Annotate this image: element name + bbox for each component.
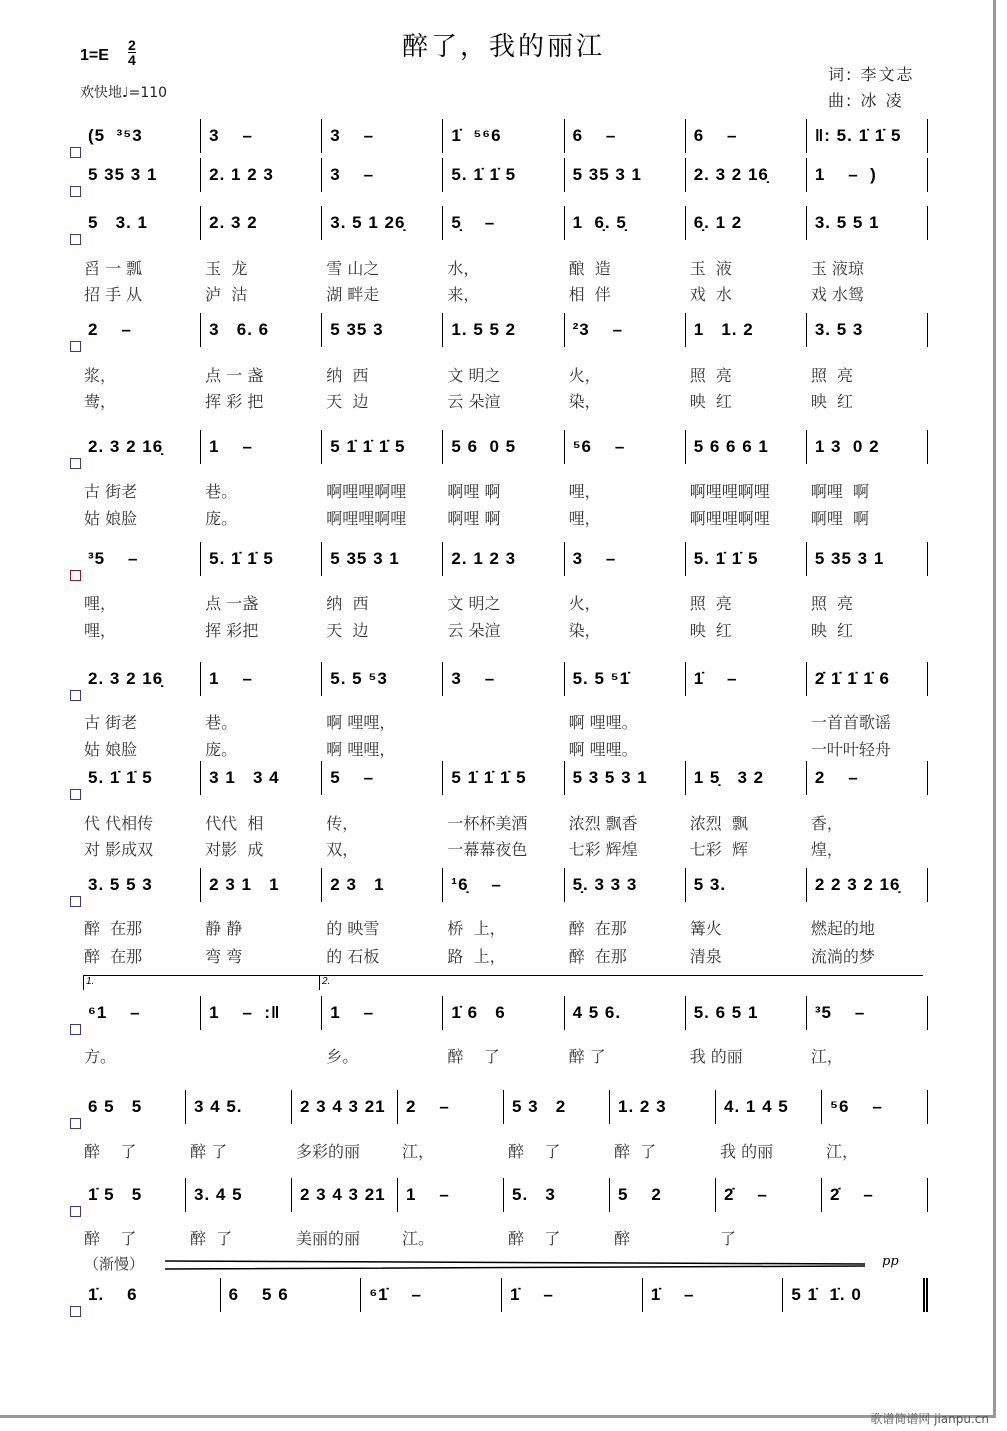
lyric-syllables: 火， <box>568 366 601 385</box>
lyric-syllables: 染， <box>568 621 601 640</box>
lyric-syllables: 啊哩哩啊哩 <box>689 509 770 528</box>
measure: 2 3 1 <box>322 868 443 902</box>
lyric-syllables: 哩， <box>84 594 117 613</box>
measure: ⁶1 – <box>80 996 201 1030</box>
notation-row <box>80 1178 928 1212</box>
lyric-syllables: 一杯杯美酒 <box>447 814 528 833</box>
lyric-syllables: 戏 水 <box>689 285 732 304</box>
lyric-syllables: 传， <box>326 814 359 833</box>
notation-row <box>80 761 928 795</box>
measure: (5 ³⁵3 <box>80 119 201 153</box>
measure: 2 3 4 3 21 <box>292 1090 398 1124</box>
lyric-syllables: 啊 哩哩。 <box>568 713 638 732</box>
notation-row <box>80 313 928 347</box>
row-marker-box <box>70 896 81 907</box>
decrescendo-hairpin <box>165 1257 865 1273</box>
lyric-syllables: 对 影成双 <box>84 840 154 859</box>
lyric-syllables: 一首首歌谣 <box>810 713 891 732</box>
lyric-syllables: 啊哩 啊 <box>447 509 501 528</box>
lyric-syllables: 酿 造 <box>568 259 611 278</box>
lyric-syllables: 醉 在那 <box>568 919 627 938</box>
lyric-syllables: 映 红 <box>810 392 854 411</box>
lyric-syllables: 湖 畔走 <box>326 285 380 304</box>
row-marker-box <box>70 789 81 800</box>
measure: ³5 – <box>807 996 928 1030</box>
lyric-syllables: 煌， <box>810 840 843 859</box>
row-marker-box <box>70 1206 81 1217</box>
lyric-syllables: 了 <box>720 1229 737 1248</box>
lyric-line <box>80 618 928 641</box>
lyric-syllables: 啊哩 啊 <box>447 482 501 501</box>
lyric-syllables: 江， <box>826 1142 859 1161</box>
measure: 5 1̇ 1̇ 1̇ 5 <box>443 761 564 795</box>
measure: 5. 1̇ 1̇ 5 <box>443 158 564 192</box>
lyric-syllables: 啊哩 啊 <box>810 482 870 501</box>
row-marker-box <box>70 458 81 469</box>
measure: 6 5 6 <box>221 1278 362 1312</box>
measure: ²3 – <box>565 313 686 347</box>
lyric-syllables: 相 伴 <box>568 285 611 304</box>
lyric-syllables: 醉 了 <box>84 1142 137 1161</box>
lyric-syllables: 的 映雪 <box>326 919 380 938</box>
measure: 6 – <box>565 119 686 153</box>
measure: 1 3 0 2 <box>807 430 928 464</box>
lyric-syllables <box>686 710 807 733</box>
lyric-line <box>80 506 928 529</box>
measure: 5 35 3 <box>322 313 443 347</box>
measure: 3 – <box>322 158 443 192</box>
lyric-syllables: 江， <box>402 1142 435 1161</box>
lyric-syllables: 文 明之 <box>447 594 501 613</box>
lyric-syllables: 醉 了 <box>84 1229 137 1248</box>
notation-row <box>80 662 928 696</box>
measure: 3 4 5. <box>186 1090 292 1124</box>
lyric-line <box>80 282 928 305</box>
row-marker-box <box>70 1306 81 1317</box>
measure: 1 1. 2 <box>686 313 807 347</box>
lyric-syllables: 古 街老 <box>84 482 138 501</box>
lyric-syllables: 庞。 <box>205 740 238 759</box>
lyric-syllables: 桥 上， <box>447 919 506 938</box>
lyric-syllables: 天 边 <box>326 621 369 640</box>
measure: ⁵6 – <box>822 1090 928 1124</box>
first-ending-label: 1. <box>83 976 94 990</box>
lyric-syllables: 七彩 辉 <box>689 840 748 859</box>
measure: 3 6. 6 <box>201 313 322 347</box>
lyric-syllables: 哩， <box>568 509 601 528</box>
lyric-syllables: 玉 液琼 <box>810 259 864 278</box>
notation-row <box>80 1278 928 1312</box>
measure: 5 35 3 1 <box>322 542 443 576</box>
lyric-syllables: 代 代相传 <box>84 814 154 833</box>
measure: 1 6̣. 5̣ <box>565 206 686 240</box>
lyric-syllables: 七彩 辉煌 <box>568 840 638 859</box>
notation-row <box>80 119 928 153</box>
lyric-syllables: 舀 一 瓢 <box>84 259 143 278</box>
lyric-syllables: 我 的丽 <box>689 1047 743 1066</box>
lyric-line <box>80 389 928 412</box>
lyric-syllables: 醉 了 <box>190 1142 228 1161</box>
lyric-syllables: 纳 西 <box>326 594 369 613</box>
measure: 1 – <box>201 430 322 464</box>
lyric-line <box>80 737 928 760</box>
measure: ‖: 5. 1̇ 1̇ 5 <box>807 119 928 153</box>
lyric-syllables: 醉 了 <box>508 1142 561 1161</box>
lyric-syllables: 玉 液 <box>689 259 732 278</box>
lyric-syllables: 哩， <box>568 482 601 501</box>
measure: 5̣ – <box>443 206 564 240</box>
row-marker-box <box>70 570 81 581</box>
lyric-syllables: 美丽的丽 <box>296 1229 361 1248</box>
measure: 5 35 3 1 <box>807 542 928 576</box>
measure: 3. 4 5 <box>186 1178 292 1212</box>
lyric-syllables: 多彩的丽 <box>296 1142 361 1161</box>
measure: 5 3. 1 <box>80 206 201 240</box>
lyric-syllables: 照 亮 <box>689 366 732 385</box>
measure: 5 35 3 1 <box>80 158 201 192</box>
measure: 5 3 2 <box>504 1090 610 1124</box>
measure: 1̇. 6 <box>80 1278 221 1312</box>
measure: 1 – <box>322 996 443 1030</box>
lyric-syllables: 泸 沽 <box>205 285 248 304</box>
measure: 2 – <box>80 313 201 347</box>
lyric-syllables: 天 边 <box>326 392 369 411</box>
measure: 2. 3 2 16̣ <box>80 430 201 464</box>
lyric-syllables: 弯 弯 <box>205 947 243 966</box>
notation-row <box>80 996 928 1030</box>
lyric-syllables: 篝火 <box>689 919 722 938</box>
lyric-line <box>80 256 928 279</box>
notation-row <box>80 542 928 576</box>
lyric-syllables: 照 亮 <box>810 594 854 613</box>
lyric-syllables: 戏 水鸳 <box>810 285 864 304</box>
measure: 6 5 5 <box>80 1090 186 1124</box>
lyric-syllables: 我 的丽 <box>720 1142 774 1161</box>
measure: 2. 3 2 16̣ <box>80 662 201 696</box>
measure: 1̇ – <box>643 1278 784 1312</box>
measure: 2̇ – <box>716 1178 822 1212</box>
lyric-syllables: 点 一 盏 <box>205 366 264 385</box>
measure: 2 – <box>398 1090 504 1124</box>
notation-row <box>80 430 928 464</box>
lyric-syllables: 醉 了 <box>508 1229 561 1248</box>
measure: 3. 5 1 26̣ <box>322 206 443 240</box>
lyric-syllables: 玉 龙 <box>205 259 248 278</box>
lyric-syllables: 醉 了 <box>568 1047 606 1066</box>
lyric-syllables <box>201 1044 322 1067</box>
composer-credit: 曲: 冰 凌 <box>828 91 904 110</box>
measure: ⁵6 – <box>565 430 686 464</box>
lyric-syllables: 挥 彩 把 <box>205 392 264 411</box>
lyric-syllables: 浆， <box>84 366 117 385</box>
measure: 5. 5 ⁵3 <box>322 662 443 696</box>
dynamic-marking: pp <box>882 1254 899 1269</box>
lyric-syllables: 静 静 <box>205 919 243 938</box>
lyric-syllables: 代代 相 <box>205 814 264 833</box>
measure: 3 – <box>443 662 564 696</box>
lyric-syllables: 映 红 <box>810 621 854 640</box>
lyric-syllables: 鸯， <box>84 392 117 411</box>
lyric-syllables: 浓烈 飘 <box>689 814 748 833</box>
measure: 3. 5 3 <box>807 313 928 347</box>
lyric-syllables: 双， <box>326 840 359 859</box>
measure: 4 5 6. <box>565 996 686 1030</box>
measure: 1 5̣ 3 2 <box>686 761 807 795</box>
lyric-syllables: 方。 <box>84 1047 117 1066</box>
measure: 2 2 3 2 16̣ <box>807 868 928 902</box>
measure: ⁶1̇ – <box>361 1278 502 1312</box>
lyric-syllables: 一幕幕夜色 <box>447 840 528 859</box>
measure: 1 – <box>201 662 322 696</box>
lyric-syllables: 醉 <box>614 1229 631 1248</box>
lyric-syllables: 江， <box>810 1047 843 1066</box>
lyric-syllables: 雪 山之 <box>326 259 380 278</box>
notation-row <box>80 206 928 240</box>
lyric-syllables: 路 上， <box>447 947 506 966</box>
lyric-line <box>80 811 928 834</box>
lyric-syllables: 啊哩 啊 <box>810 509 870 528</box>
lyric-syllables <box>443 710 564 733</box>
lyric-syllables: 醉 了 <box>614 1142 657 1161</box>
lyric-syllables: 映 红 <box>689 392 732 411</box>
row-marker-box <box>70 341 81 352</box>
measure: 5 6 0 5 <box>443 430 564 464</box>
time-signature <box>128 38 136 67</box>
lyric-syllables: 香， <box>810 814 843 833</box>
measure: 2 – <box>807 761 928 795</box>
measure: 6 – <box>686 119 807 153</box>
tempo-marking: 欢快地♩=110 <box>80 85 168 101</box>
second-ending-label: 2. <box>319 976 330 990</box>
measure: 3 – <box>322 119 443 153</box>
measure: 2 3 1 1 <box>201 868 322 902</box>
measure: 5 – <box>322 761 443 795</box>
lyric-line <box>80 363 928 386</box>
lyric-syllables: 醉 在那 <box>84 947 143 966</box>
lyric-syllables: 庞。 <box>205 509 238 528</box>
lyric-syllables: 醉 了 <box>190 1229 233 1248</box>
measure: 5 6 6 6 1 <box>686 430 807 464</box>
lyric-syllables: 啊 哩哩， <box>326 740 396 759</box>
lyric-syllables <box>822 1226 928 1249</box>
measure: 5. 1̇ 1̇ 5 <box>80 761 201 795</box>
lyric-syllables: 啊哩哩啊哩 <box>326 482 407 501</box>
measure: 5 1̇ 1̇. 0 <box>783 1278 928 1312</box>
lyric-line <box>80 479 928 502</box>
lyric-syllables: 清泉 <box>689 947 722 966</box>
measure: 1̇ 5 5 <box>80 1178 186 1212</box>
measure: 6̣. 1 2 <box>686 206 807 240</box>
measure: 1̇ 6 6 <box>443 996 564 1030</box>
lyric-syllables: 姑 娘脸 <box>84 740 138 759</box>
measure: 3 – <box>201 119 322 153</box>
lyric-line <box>80 916 928 939</box>
lyric-line <box>80 837 928 860</box>
ritardando-marking: （渐慢） <box>84 1255 145 1273</box>
lyric-syllables: 姑 娘脸 <box>84 509 138 528</box>
measure: 5̣. 3 3 3 <box>565 868 686 902</box>
lyric-syllables: 映 红 <box>689 621 732 640</box>
lyric-syllables: 江。 <box>402 1229 435 1248</box>
lyric-syllables: 照 亮 <box>810 366 854 385</box>
measure: 1 – ) <box>807 158 928 192</box>
row-marker-box <box>70 234 81 245</box>
row-marker-box <box>70 1024 81 1035</box>
lyric-syllables: 来， <box>447 285 480 304</box>
notation-row <box>80 1090 928 1124</box>
lyric-syllables: 醉 在那 <box>84 919 143 938</box>
lyric-line <box>80 1044 928 1067</box>
measure: 5 3 5 3 1 <box>565 761 686 795</box>
measure: 2. 3 2 <box>201 206 322 240</box>
row-marker-box <box>70 690 81 701</box>
measure: 3. 5 5 1 <box>807 206 928 240</box>
lyric-syllables: 啊哩哩啊哩 <box>689 482 770 501</box>
lyric-syllables: 云 朵渲 <box>447 392 501 411</box>
measure: 5. 3 <box>504 1178 610 1212</box>
lyric-syllables: 招 手 从 <box>84 285 143 304</box>
measure: 2. 3 2 16̣ <box>686 158 807 192</box>
key-signature: 1=E <box>80 47 109 64</box>
row-marker-box <box>70 147 81 158</box>
lyric-syllables: 挥 彩把 <box>205 621 259 640</box>
lyric-syllables: 啊 哩哩， <box>326 713 396 732</box>
measure: 5 1̇ 1̇ 1̇ 5 <box>322 430 443 464</box>
lyric-syllables: 照 亮 <box>689 594 732 613</box>
measure: 3 – <box>565 542 686 576</box>
measure: ³5 – <box>80 542 201 576</box>
lyric-line <box>80 1139 928 1162</box>
lyric-syllables: 古 街老 <box>84 713 138 732</box>
lyric-line <box>80 944 928 967</box>
lyric-syllables <box>686 737 807 760</box>
lyric-syllables <box>443 737 564 760</box>
measure: 1. 2 3 <box>610 1090 716 1124</box>
measure: 1 – <box>398 1178 504 1212</box>
lyric-syllables: 的 石板 <box>326 947 380 966</box>
watermark: 歌谱简谱网 jianpu.cn <box>870 1412 989 1426</box>
lyric-syllables: 染， <box>568 392 601 411</box>
lyric-syllables: 巷。 <box>205 713 238 732</box>
measure: 2̇ 1̇ 1̇ 1̇ 6 <box>807 662 928 696</box>
lyric-syllables: 点 一盏 <box>205 594 259 613</box>
lyric-syllables: 啊哩哩啊哩 <box>326 509 407 528</box>
lyric-line <box>80 591 928 614</box>
measure: 1 – :‖ <box>201 996 322 1030</box>
measure: 4. 1 4 5 <box>716 1090 822 1124</box>
row-marker-box <box>70 186 81 197</box>
measure: 1̇ – <box>686 662 807 696</box>
notation-row <box>80 868 928 902</box>
measure: 2. 1 2 3 <box>201 158 322 192</box>
lyric-syllables: 浓烈 飘香 <box>568 814 638 833</box>
lyric-syllables: 云 朵渲 <box>447 621 501 640</box>
measure: 1̇ ⁵⁶6 <box>443 119 564 153</box>
song-title: 醉了，我的丽江 <box>401 32 605 62</box>
measure: 5. 6 5 1 <box>686 996 807 1030</box>
lyric-syllables: 醉 了 <box>447 1047 500 1066</box>
measure: 5. 1̇ 1̇ 5 <box>686 542 807 576</box>
lyric-syllables: 醉 在那 <box>568 947 627 966</box>
notation-row <box>80 158 928 192</box>
measure: 2̇ – <box>822 1178 928 1212</box>
measure: 2. 1 2 3 <box>443 542 564 576</box>
lyric-syllables: 乡。 <box>326 1047 359 1066</box>
lyricist-credit: 词: 李文志 <box>828 65 915 84</box>
measure: 5 2 <box>610 1178 716 1212</box>
measure: ¹6̣ – <box>443 868 564 902</box>
measure: 5. 5 ⁵1̇ <box>565 662 686 696</box>
lyric-syllables: 哩， <box>84 621 117 640</box>
lyric-syllables: 流淌的梦 <box>810 947 875 966</box>
lyric-syllables: 一叶叶轻舟 <box>810 740 891 759</box>
lyric-syllables: 啊 哩哩。 <box>568 740 638 759</box>
lyric-syllables: 纳 西 <box>326 366 369 385</box>
measure: 5 3. <box>686 868 807 902</box>
lyric-syllables: 对影 成 <box>205 840 264 859</box>
lyric-syllables: 文 明之 <box>447 366 501 385</box>
measure: 3. 5 5 3 <box>80 868 201 902</box>
lyric-line <box>80 710 928 733</box>
lyric-syllables: 燃起的地 <box>810 919 875 938</box>
row-marker-box <box>70 1118 81 1129</box>
measure: 1. 5 5 2 <box>443 313 564 347</box>
measure: 5 35 3 1 <box>565 158 686 192</box>
measure: 2 3 4 3 21 <box>292 1178 398 1212</box>
measure: 5. 1̇ 1̇ 5 <box>201 542 322 576</box>
meter-denominator: 4 <box>128 52 136 68</box>
measure: 3 1 3 4 <box>201 761 322 795</box>
volta-brackets <box>83 975 923 990</box>
lyric-syllables: 巷。 <box>205 482 238 501</box>
lyric-syllables: 水， <box>447 259 480 278</box>
lyric-line <box>80 1226 928 1249</box>
lyric-syllables: 火， <box>568 594 601 613</box>
meter-numerator: 2 <box>128 37 136 53</box>
measure: 1̇ – <box>502 1278 643 1312</box>
